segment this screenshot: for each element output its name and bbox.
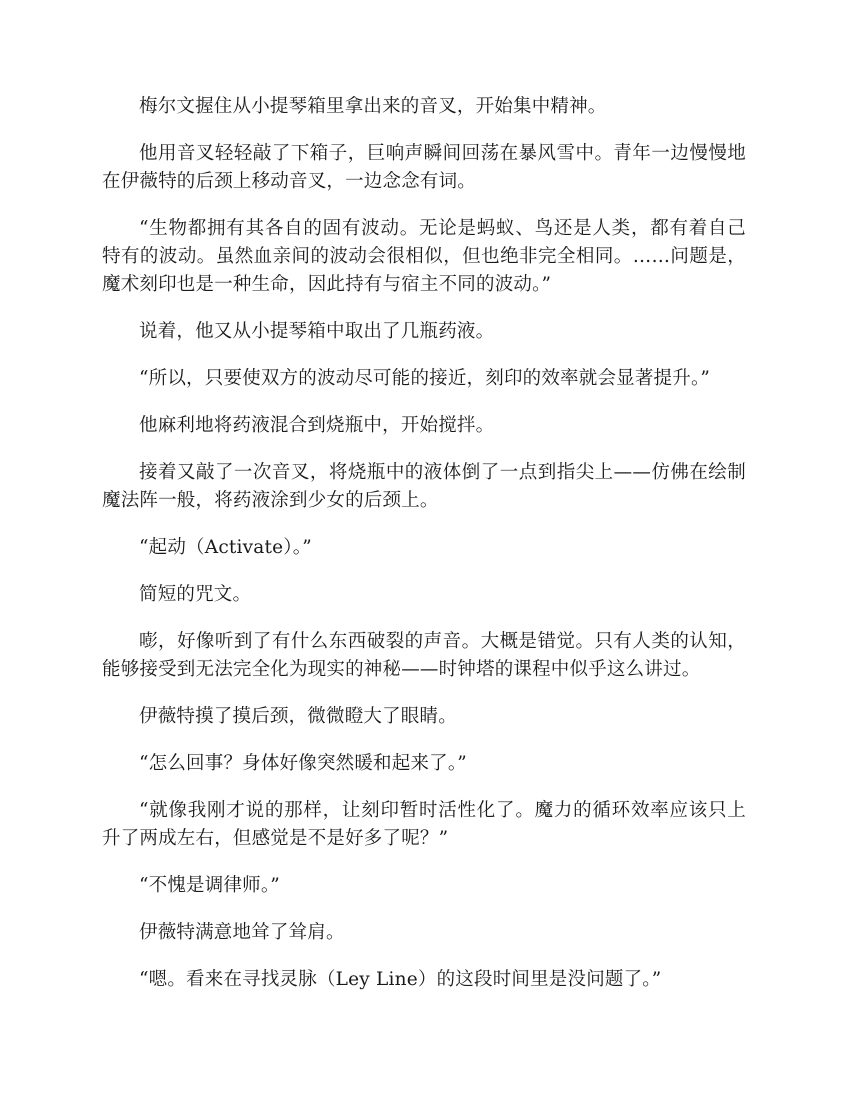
paragraph: “嗯。看来在寻找灵脉（Ley Line）的这段时间里是没问题了。” [139, 969, 662, 990]
paragraph: 梅尔文握住从小提琴箱里拿出来的音叉，开始集中精神。 [139, 96, 607, 117]
paragraph: “就像我刚才说的那样，让刻印暂时活性化了。魔力的循环效率应该只上升了两成左右，但感觉是不是好多了呢？” [102, 800, 746, 849]
paragraph: “所以，只要使双方的波动尽可能的接近，刻印的效率就会显著提升。” [139, 368, 711, 389]
paragraph: 简短的咒文。 [139, 584, 252, 605]
document-page [102, 93, 746, 1013]
paragraph: 他麻利地将药液混合到烧瓶中，开始搅拌。 [139, 415, 495, 436]
paragraph: “生物都拥有其各自的固有波动。无论是蚂蚁、鸟还是人类，都有着自己特有的波动。虽然血亲间的波动会很相似，但也绝非完全相同。……问题是，魔术刻印也是一种生命，因此持有与宿主不同的波动。” [102, 218, 746, 295]
paragraph: 嘭，好像听到了有什么东西破裂的声音。大概是错觉。只有人类的认知，能够接受到无法完全化为现实的神秘——时钟塔的课程中似乎这么讲过。 [102, 631, 746, 680]
paragraph: 接着又敲了一次音叉，将烧瓶中的液体倒了一点到指尖上——仿佛在绘制魔法阵一般，将药液涂到少女的后颈上。 [102, 462, 746, 511]
paragraph: “怎么回事？身体好像突然暖和起来了。” [139, 753, 467, 774]
paragraph: “起动（Activate）。” [139, 537, 312, 558]
paragraph: 伊薇特满意地耸了耸肩。 [139, 922, 345, 943]
paragraph: 他用音叉轻轻敲了下箱子，巨响声瞬间回荡在暴风雪中。青年一边慢慢地在伊薇特的后颈上移动音叉，一边念念有词。 [102, 143, 746, 192]
paragraph: 伊薇特摸了摸后颈，微微瞪大了眼睛。 [139, 706, 457, 727]
paragraph: “不愧是调律师。” [139, 875, 280, 896]
paragraph: 说着，他又从小提琴箱中取出了几瓶药液。 [139, 321, 495, 342]
